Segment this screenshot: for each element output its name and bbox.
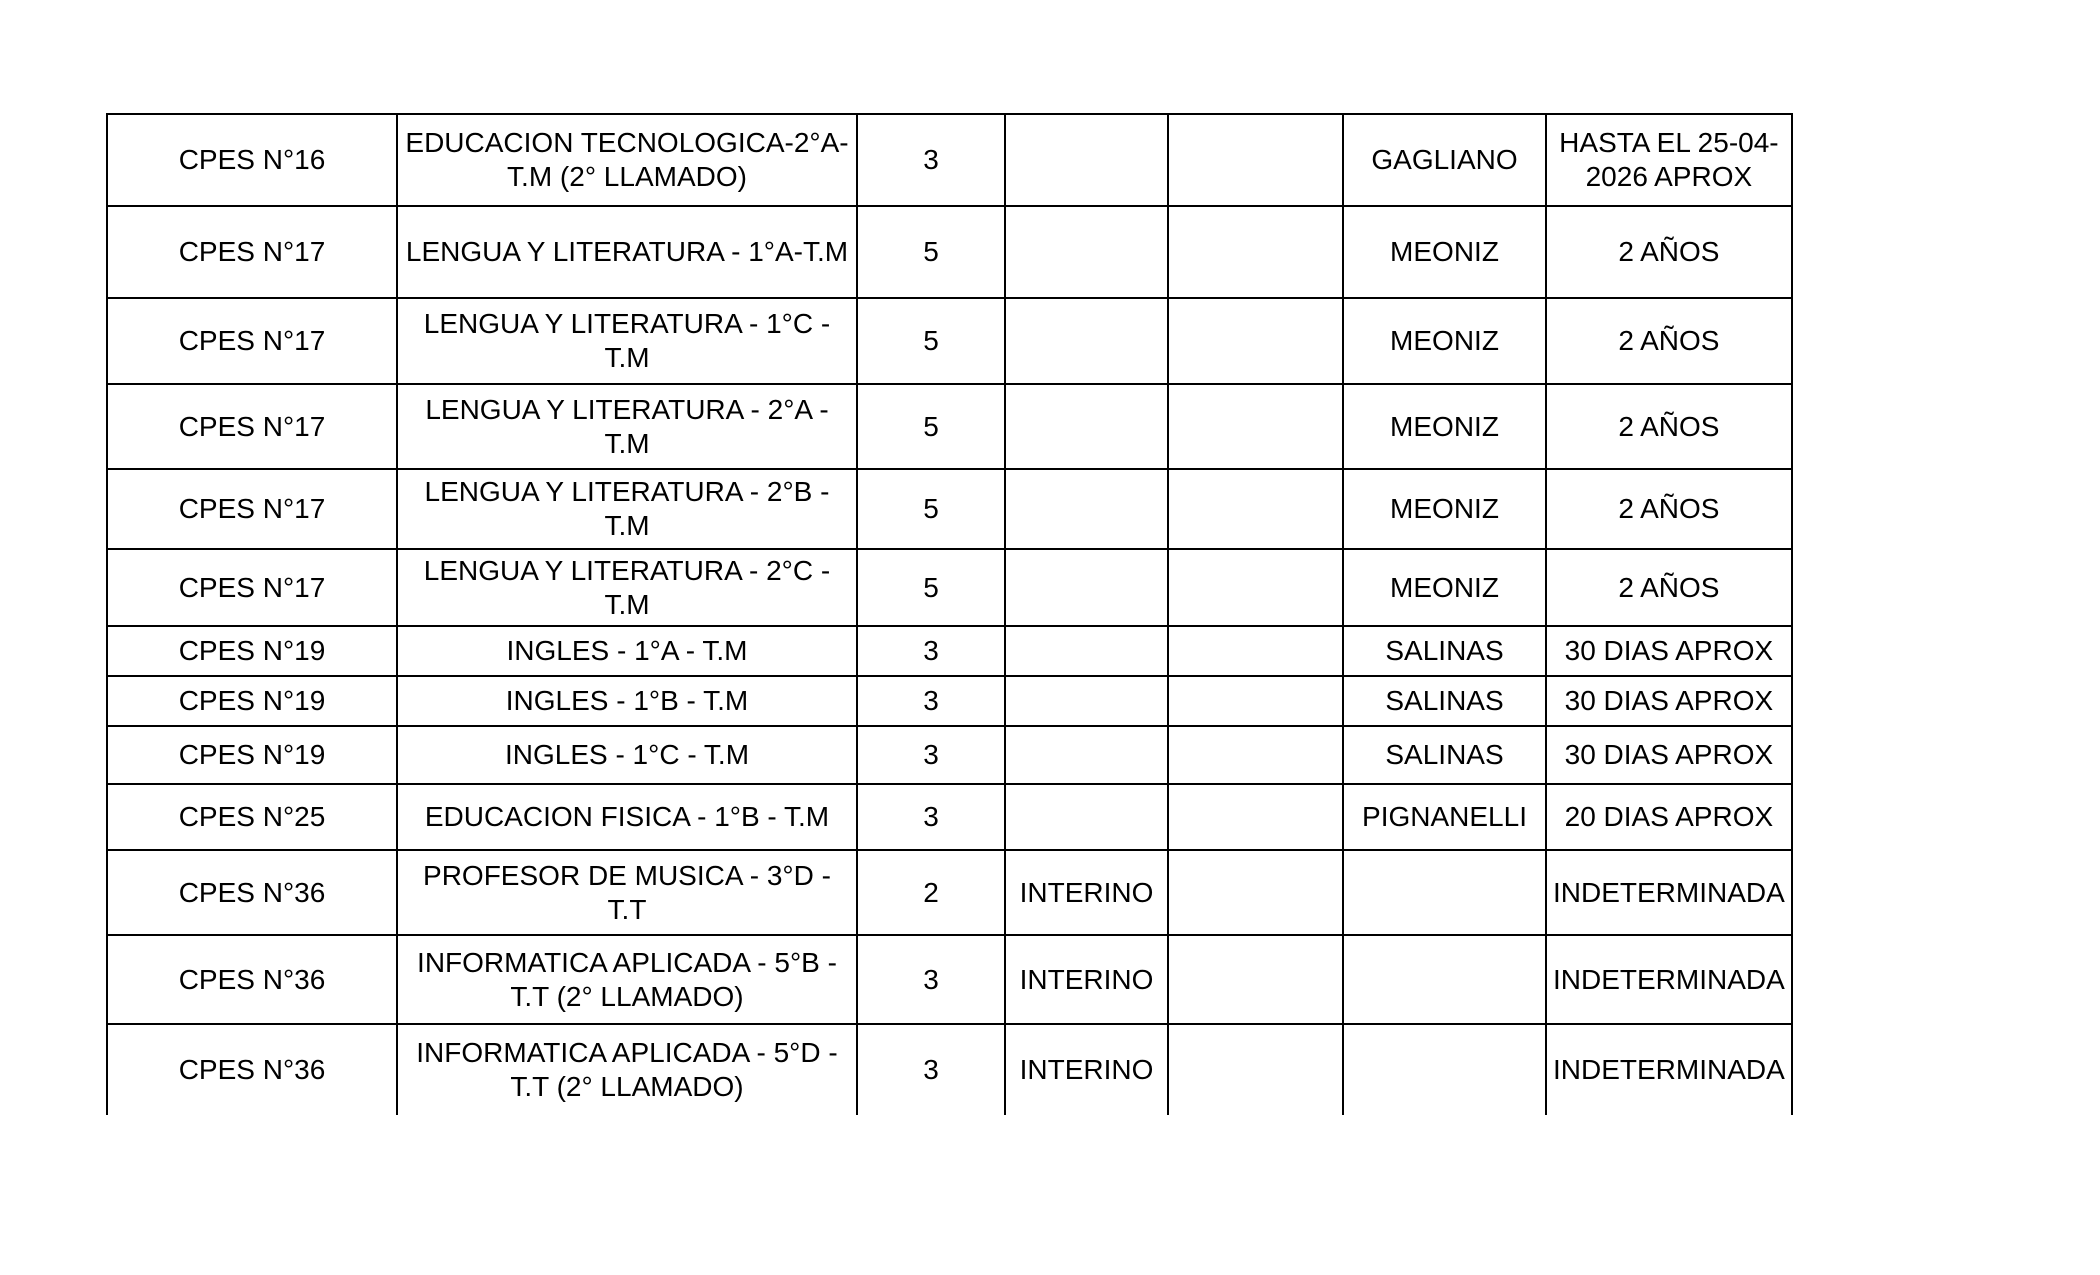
hours-cell: 5: [857, 549, 1005, 626]
name-cell: MEONIZ: [1343, 469, 1546, 549]
name-cell: [1343, 1024, 1546, 1115]
school-cell: CPES N°19: [107, 726, 397, 784]
subject-cell: INGLES - 1°A - T.M: [397, 626, 857, 676]
extra-cell: [1168, 298, 1343, 384]
hours-cell: 3: [857, 935, 1005, 1024]
subject-cell: INFORMATICA APLICADA - 5°D - T.T (2° LLAMADO): [397, 1024, 857, 1115]
subject-cell: INGLES - 1°C - T.M: [397, 726, 857, 784]
status-cell: [1005, 676, 1168, 726]
hours-cell: 3: [857, 114, 1005, 206]
name-cell: MEONIZ: [1343, 206, 1546, 298]
school-cell: CPES N°17: [107, 206, 397, 298]
table-row: [107, 676, 1792, 726]
status-cell: [1005, 626, 1168, 676]
name-cell: SALINAS: [1343, 726, 1546, 784]
period-cell: INDETERMINADA: [1546, 935, 1792, 1024]
hours-cell: 3: [857, 626, 1005, 676]
subject-cell: LENGUA Y LITERATURA - 1°A-T.M: [397, 206, 857, 298]
period-cell: INDETERMINADA: [1546, 850, 1792, 935]
subject-cell: LENGUA Y LITERATURA - 2°A - T.M: [397, 384, 857, 469]
hours-cell: 3: [857, 726, 1005, 784]
name-cell: [1343, 850, 1546, 935]
name-cell: GAGLIANO: [1343, 114, 1546, 206]
table-row: [107, 384, 1792, 469]
period-cell: INDETERMINADA: [1546, 1024, 1792, 1115]
subject-cell: INFORMATICA APLICADA - 5°B - T.T (2° LLAMADO): [397, 935, 857, 1024]
extra-cell: [1168, 1024, 1343, 1115]
extra-cell: [1168, 784, 1343, 850]
status-cell: [1005, 549, 1168, 626]
table-row: [107, 298, 1792, 384]
hours-cell: 3: [857, 784, 1005, 850]
status-cell: [1005, 384, 1168, 469]
period-cell: 30 DIAS APROX: [1546, 626, 1792, 676]
school-cell: CPES N°25: [107, 784, 397, 850]
extra-cell: [1168, 114, 1343, 206]
hours-cell: 5: [857, 298, 1005, 384]
name-cell: SALINAS: [1343, 676, 1546, 726]
period-cell: 2 AÑOS: [1546, 298, 1792, 384]
extra-cell: [1168, 206, 1343, 298]
table-row: [107, 935, 1792, 1024]
table-row: [107, 1024, 1792, 1115]
period-cell: 30 DIAS APROX: [1546, 676, 1792, 726]
table-row: [107, 726, 1792, 784]
school-cell: CPES N°17: [107, 298, 397, 384]
school-cell: CPES N°36: [107, 850, 397, 935]
table-row: [107, 626, 1792, 676]
school-cell: CPES N°19: [107, 676, 397, 726]
school-cell: CPES N°17: [107, 549, 397, 626]
name-cell: MEONIZ: [1343, 549, 1546, 626]
period-cell: 2 AÑOS: [1546, 206, 1792, 298]
status-cell: [1005, 726, 1168, 784]
extra-cell: [1168, 935, 1343, 1024]
name-cell: PIGNANELLI: [1343, 784, 1546, 850]
status-cell: INTERINO: [1005, 1024, 1168, 1115]
period-cell: HASTA EL 25-04-2026 APROX: [1546, 114, 1792, 206]
school-cell: CPES N°19: [107, 626, 397, 676]
subject-cell: LENGUA Y LITERATURA - 2°C - T.M: [397, 549, 857, 626]
period-cell: 30 DIAS APROX: [1546, 726, 1792, 784]
extra-cell: [1168, 549, 1343, 626]
status-cell: INTERINO: [1005, 850, 1168, 935]
extra-cell: [1168, 384, 1343, 469]
extra-cell: [1168, 726, 1343, 784]
hours-cell: 2: [857, 850, 1005, 935]
extra-cell: [1168, 850, 1343, 935]
hours-cell: 5: [857, 206, 1005, 298]
status-cell: [1005, 114, 1168, 206]
subject-cell: INGLES - 1°B - T.M: [397, 676, 857, 726]
status-cell: [1005, 469, 1168, 549]
hours-cell: 5: [857, 384, 1005, 469]
period-cell: 20 DIAS APROX: [1546, 784, 1792, 850]
name-cell: MEONIZ: [1343, 298, 1546, 384]
name-cell: SALINAS: [1343, 626, 1546, 676]
extra-cell: [1168, 469, 1343, 549]
subject-cell: EDUCACION FISICA - 1°B - T.M: [397, 784, 857, 850]
extra-cell: [1168, 626, 1343, 676]
table-row: [107, 206, 1792, 298]
subject-cell: EDUCACION TECNOLOGICA-2°A-T.M (2° LLAMADO): [397, 114, 857, 206]
vacancies-table: [106, 113, 1793, 1115]
status-cell: [1005, 206, 1168, 298]
status-cell: INTERINO: [1005, 935, 1168, 1024]
table-row: [107, 114, 1792, 206]
school-cell: CPES N°17: [107, 384, 397, 469]
table-row: [107, 784, 1792, 850]
school-cell: CPES N°36: [107, 935, 397, 1024]
hours-cell: 3: [857, 676, 1005, 726]
hours-cell: 3: [857, 1024, 1005, 1115]
table-row: [107, 850, 1792, 935]
period-cell: 2 AÑOS: [1546, 469, 1792, 549]
subject-cell: LENGUA Y LITERATURA - 2°B - T.M: [397, 469, 857, 549]
name-cell: [1343, 935, 1546, 1024]
status-cell: [1005, 298, 1168, 384]
school-cell: CPES N°17: [107, 469, 397, 549]
name-cell: MEONIZ: [1343, 384, 1546, 469]
school-cell: CPES N°16: [107, 114, 397, 206]
status-cell: [1005, 784, 1168, 850]
table-row: [107, 549, 1792, 626]
period-cell: 2 AÑOS: [1546, 384, 1792, 469]
extra-cell: [1168, 676, 1343, 726]
hours-cell: 5: [857, 469, 1005, 549]
table-row: [107, 469, 1792, 549]
period-cell: 2 AÑOS: [1546, 549, 1792, 626]
school-cell: CPES N°36: [107, 1024, 397, 1115]
subject-cell: LENGUA Y LITERATURA - 1°C - T.M: [397, 298, 857, 384]
subject-cell: PROFESOR DE MUSICA - 3°D - T.T: [397, 850, 857, 935]
